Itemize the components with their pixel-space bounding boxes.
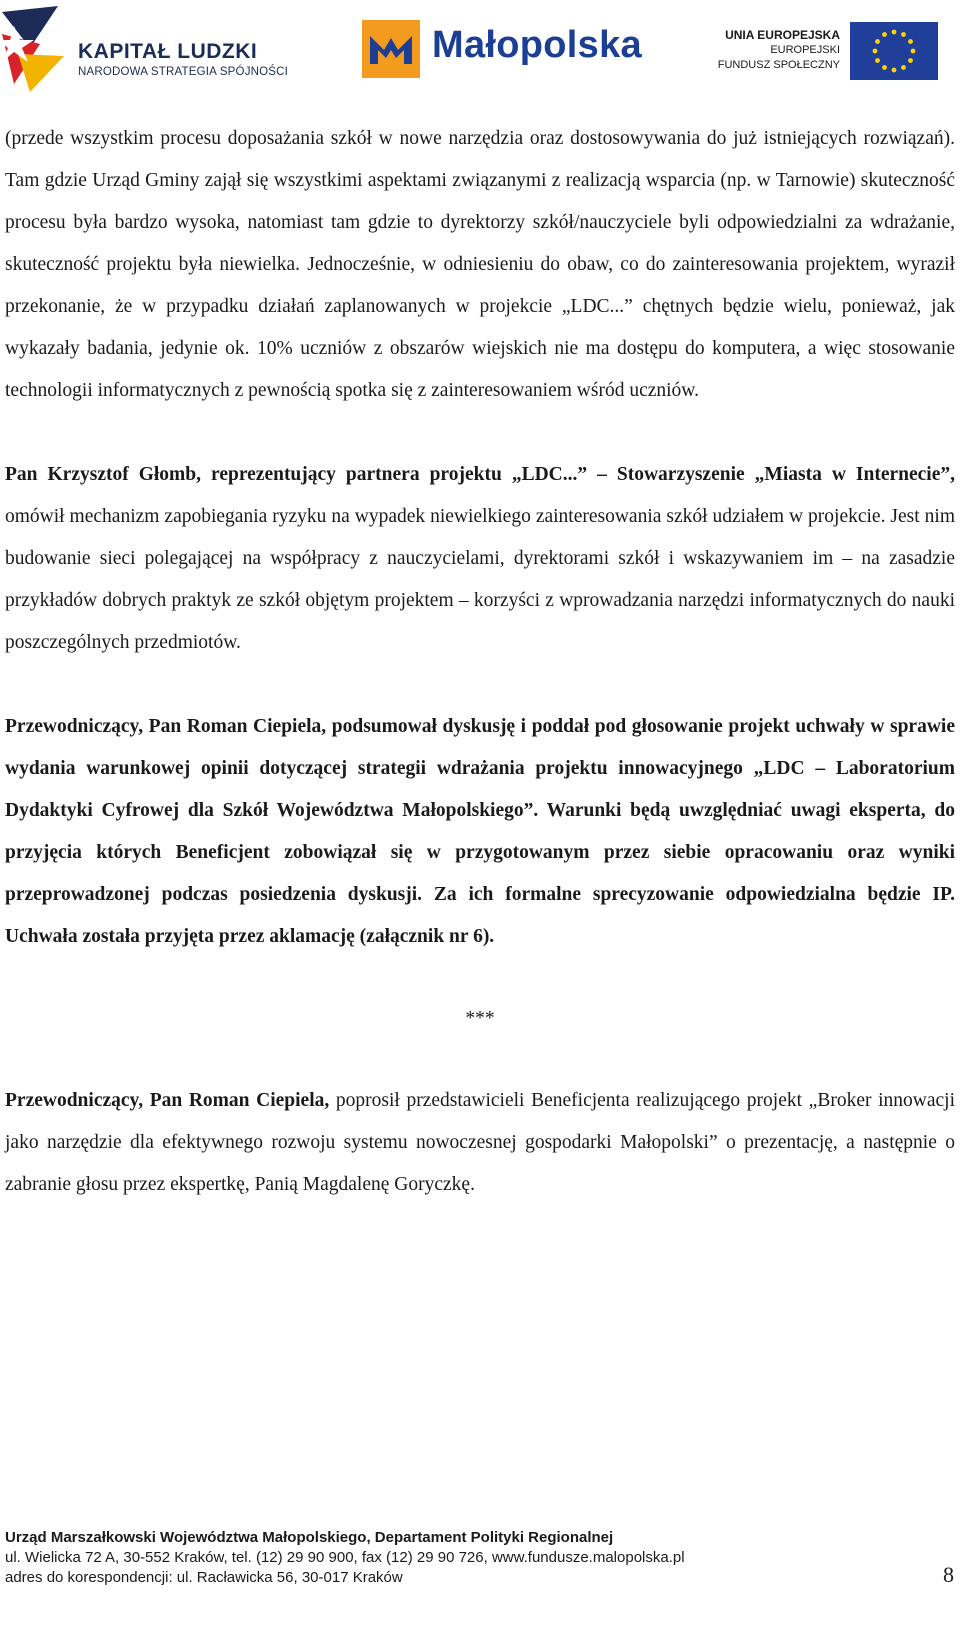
- paragraph-2: [5, 454, 955, 664]
- eu-title: UNIA EUROPEJSKA: [725, 28, 840, 42]
- eu-line2: EUROPEJSKI: [770, 44, 840, 56]
- kapital-ludzki-emblem-icon: [0, 4, 80, 94]
- eu-line3: FUNDUSZ SPOŁECZNY: [717, 59, 840, 71]
- malopolska-emblem-icon: [362, 20, 420, 78]
- document-body: [5, 118, 955, 1206]
- kapital-ludzki-title: KAPITAŁ LUDZKI: [78, 40, 258, 63]
- paragraph-4-text: poprosił przedstawicieli Beneficjenta realizującego projekt „Broker innowacji jako narzędzie dla efektywnego rozwoju systemu nowoczesnej gospodarki Małopolski” o prezentację, a następnie o zabranie głosu przez ekspertkę, Panią Magdalenę Goryczkę.: [5, 1090, 955, 1195]
- footer-correspondence: adres do korespondencji: ul. Racławicka 56, 30-017 Kraków: [5, 1569, 403, 1586]
- kapital-ludzki-subtitle: NARODOWA STRATEGIA SPÓJNOŚCI: [78, 66, 289, 78]
- page-footer: [5, 1528, 955, 1588]
- footer-institution: Urząd Marszałkowski Województwa Małopolskiego, Departament Polityki Regionalnej: [5, 1529, 614, 1546]
- malopolska-wordmark: Małopolska: [432, 24, 642, 66]
- paragraph-3: Przewodniczący, Pan Roman Ciepiela, podsumował dyskusję i poddał pod głosowanie projekt uchwały w sprawie wydania warunkowej opinii dotyczącej strategii wdrażania projektu innowacyjnego „LDC – Laboratorium Dydaktyki Cyfrowej dla Szkół Województwa Małopolskiego”. Warunki będą uwzględniać uwagi eksperta, do przyjęcia których Beneficjent zobowiązał się w przygotowanym przez siebie opracowaniu oraz wyniki przeprowadzonej podczas posiedzenia dyskusji. Za ich formalne sprecyzowanie odpowiedzialna będzie IP. Uchwała została przyjęta przez aklamację (załącznik nr 6).: [5, 716, 955, 947]
- page-header: [0, 0, 960, 96]
- eu-flag-icon: [850, 22, 938, 80]
- footer-address: ul. Wielicka 72 A, 30-552 Kraków, tel. (12) 29 90 900, fax (12) 29 90 726, www.fundusze.malopolska.pl: [5, 1549, 685, 1566]
- eu-logo: [706, 22, 956, 84]
- paragraph-4: [5, 1080, 955, 1206]
- paragraph-1: (przede wszystkim procesu doposażania szkół w nowe narzędzia oraz dostosowywania do już istniejących rozwiązań). Tam gdzie Urząd Gminy zajął się wszystkimi aspektami związanymi z realizacją wsparcia (np. w Tarnowie) skuteczność procesu była bardzo wysoka, natomiast tam gdzie to dyrektorzy szkół/nauczyciele byli odpowiedzialni za wdrażanie, skuteczność projektu była niewielka. Jednocześnie, w odniesieniu do obaw, co do zainteresowania projektem, wyraził przekonanie, że w przypadku działań zaplanowanych w projekcie „LDC...” chętnych będzie wielu, ponieważ, jak wykazały badania, jedynie ok. 10% uczniów z obszarów wiejskich nie ma dostępu do komputera, a więc stosowanie technologii informatycznych z pewnością spotka się z zainteresowaniem wśród uczniów.: [5, 128, 955, 401]
- paragraph-2-text: omówił mechanizm zapobiegania ryzyku na wypadek niewielkiego zainteresowania szkół udziałem w projekcie. Jest nim budowanie sieci polegającej na współpracy z nauczycielami, dyrektorami szkół i wskazywaniem im – na zasadzie przykładów dobrych praktyk ze szkół objętym projektem – korzyści z wprowadzania narzędzi informatycznych do nauki poszczególnych przedmiotów.: [5, 506, 955, 653]
- page-number: 8: [943, 1562, 954, 1587]
- paragraph-2-speaker: Pan Krzysztof Głomb, reprezentujący partnera projektu „LDC...” – Stowarzyszenie „Miasta w Internecie”,: [5, 464, 955, 485]
- kapital-ludzki-logo: [0, 4, 300, 94]
- malopolska-logo: [362, 20, 662, 80]
- paragraph-4-speaker: Przewodniczący, Pan Roman Ciepiela,: [5, 1090, 330, 1111]
- section-separator: ***: [465, 1008, 495, 1029]
